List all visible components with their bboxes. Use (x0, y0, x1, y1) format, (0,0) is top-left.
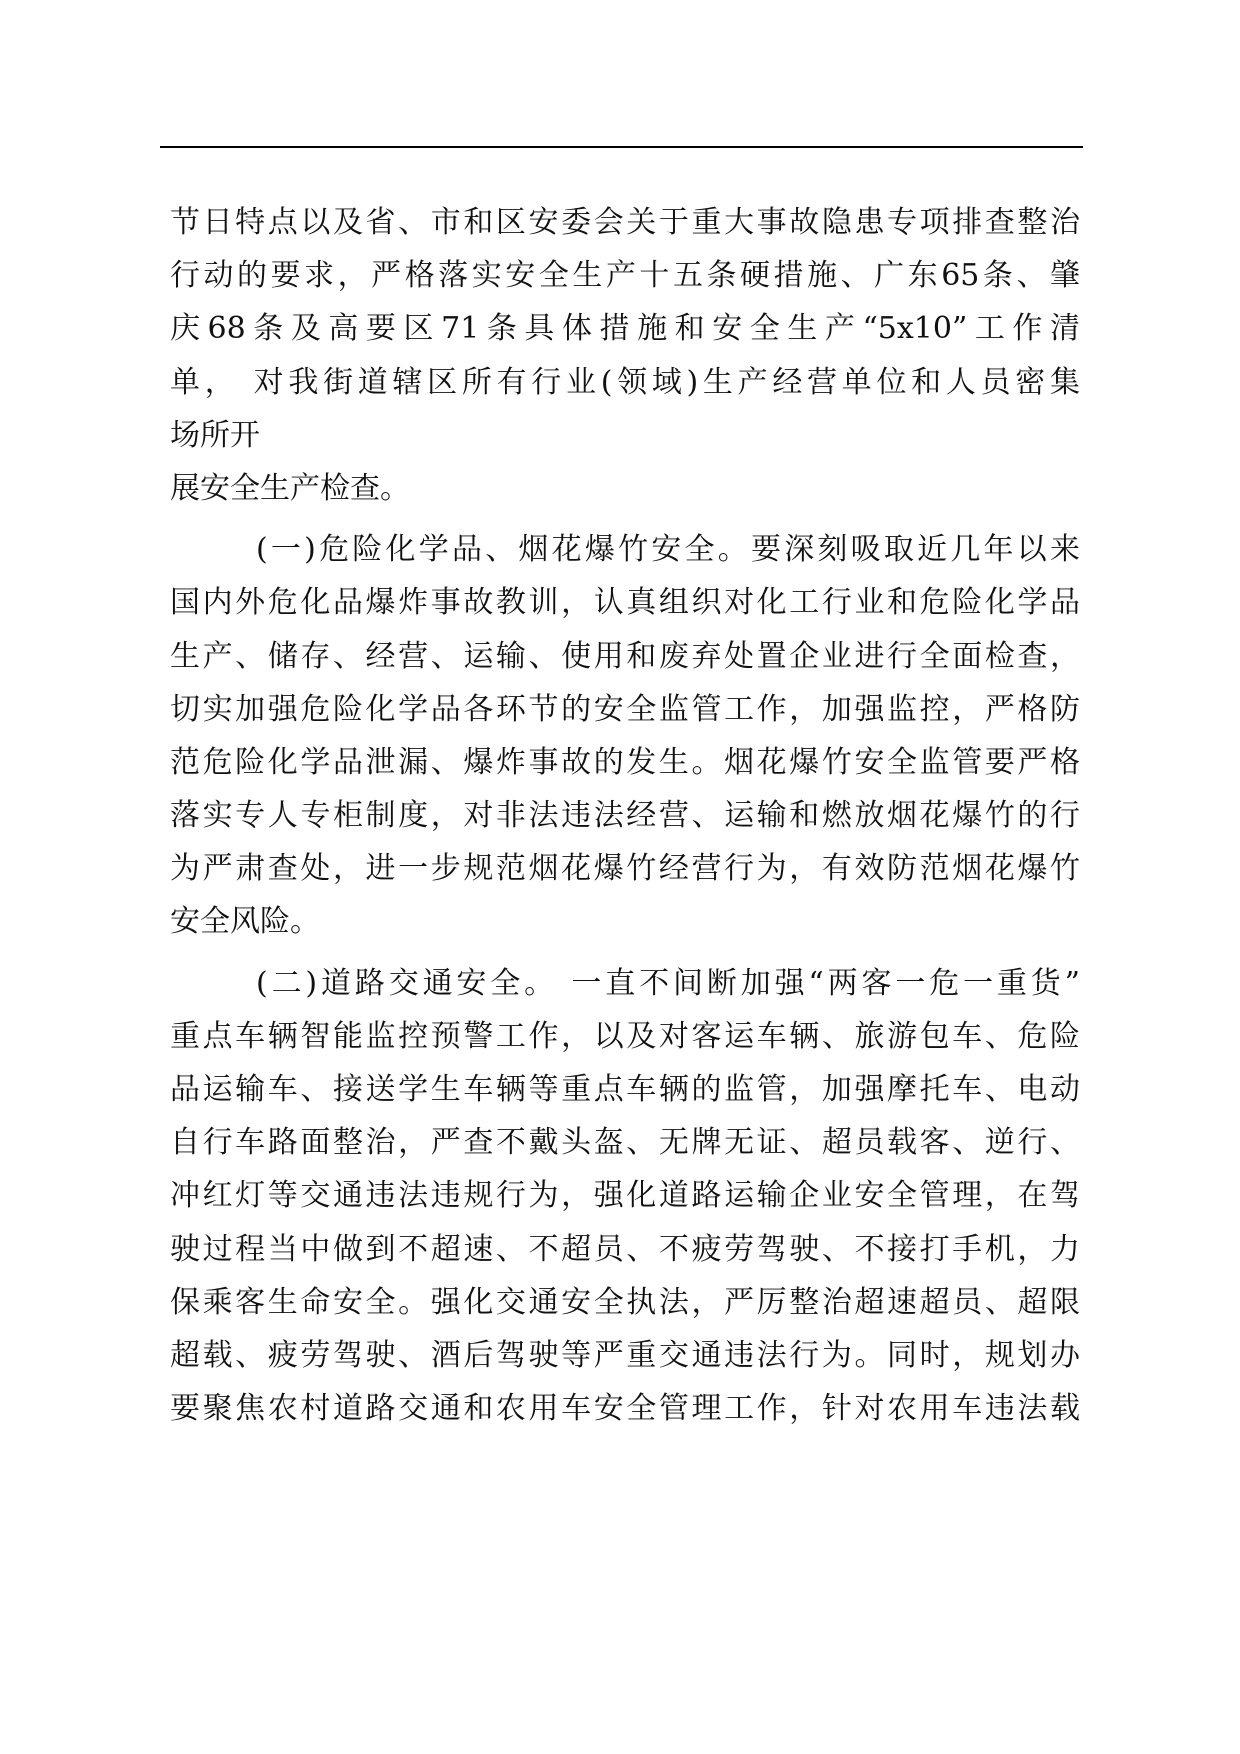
document-body (170, 196, 1080, 1435)
text-line: 生产、储存、经营、运输、使用和废弃处置企业进行全面检查， (170, 638, 1080, 674)
text-line: 自行车路面整治，严查不戴头盔、无牌无证、超员载客、逆行、 (170, 1125, 1080, 1161)
text-line: 重点车辆智能监控预警工作，以及对客运车辆、旅游包车、危险 (170, 1018, 1080, 1054)
text-line: 保乘客生命安全。强化交通安全执法，严厉整治超速超员、超限 (170, 1284, 1080, 1320)
text-line: 为严肃查处，进一步规范烟花爆竹经营行为，有效防范烟花爆竹 (170, 851, 1080, 887)
text-line: 行动的要求，严格落实安全生产十五条硬措施、广东65条、肇 (170, 258, 1080, 294)
text-line: 要聚焦农村道路交通和农用车安全管理工作，针对农用车违法载 (170, 1391, 1080, 1427)
section-heading-line: (二)道路交通安全。 一直不间断加强“两客一危一重货” (256, 965, 1080, 1001)
text-line: 单， 对我街道辖区所有行业(领域)生产经营单位和人员密集 (170, 364, 1080, 400)
text-line: 庆68条及高要区71条具体措施和安全生产“5x10”工作清 (170, 311, 1080, 347)
text-line: 驶过程当中做到不超速、不超员、不疲劳驾驶、不接打手机，力 (170, 1231, 1080, 1267)
text-line: 节日特点以及省、市和区安委会关于重大事故隐患专项排查整治 (170, 205, 1080, 240)
text-line: 范危险化学品泄漏、爆炸事故的发生。烟花爆竹安全监管要严格 (170, 744, 1080, 780)
intro-paragraph (170, 196, 1080, 515)
text-line: 国内外危化品爆炸事故教训，认真组织对化工行业和危险化学品 (170, 585, 1080, 621)
header-rule (160, 146, 1083, 148)
text-line: 品运输车、接送学生车辆等重点车辆的监管，加强摩托车、电动 (170, 1072, 1080, 1107)
text-line: 落实专人专柜制度，对非法违法经营、运输和燃放烟花爆竹的行 (170, 798, 1080, 834)
section-road-traffic (170, 957, 1080, 1436)
text-line: 场所开 (170, 417, 260, 453)
section-hazardous-chemicals (170, 523, 1080, 949)
text-line: 展安全生产检查。 (170, 470, 410, 506)
section-heading-line: (一)危险化学品、烟花爆竹安全。要深刻吸取近几年以来 (256, 532, 1080, 568)
text-line: 切实加强危险化学品各环节的安全监管工作，加强监控，严格防 (170, 691, 1080, 727)
text-line: 超载、疲劳驾驶、酒后驾驶等严重交通违法行为。同时，规划办 (170, 1337, 1080, 1373)
text-line: 冲红灯等交通违法违规行为，强化道路运输企业安全管理，在驾 (170, 1178, 1080, 1214)
text-line: 安全风险。 (170, 904, 320, 940)
